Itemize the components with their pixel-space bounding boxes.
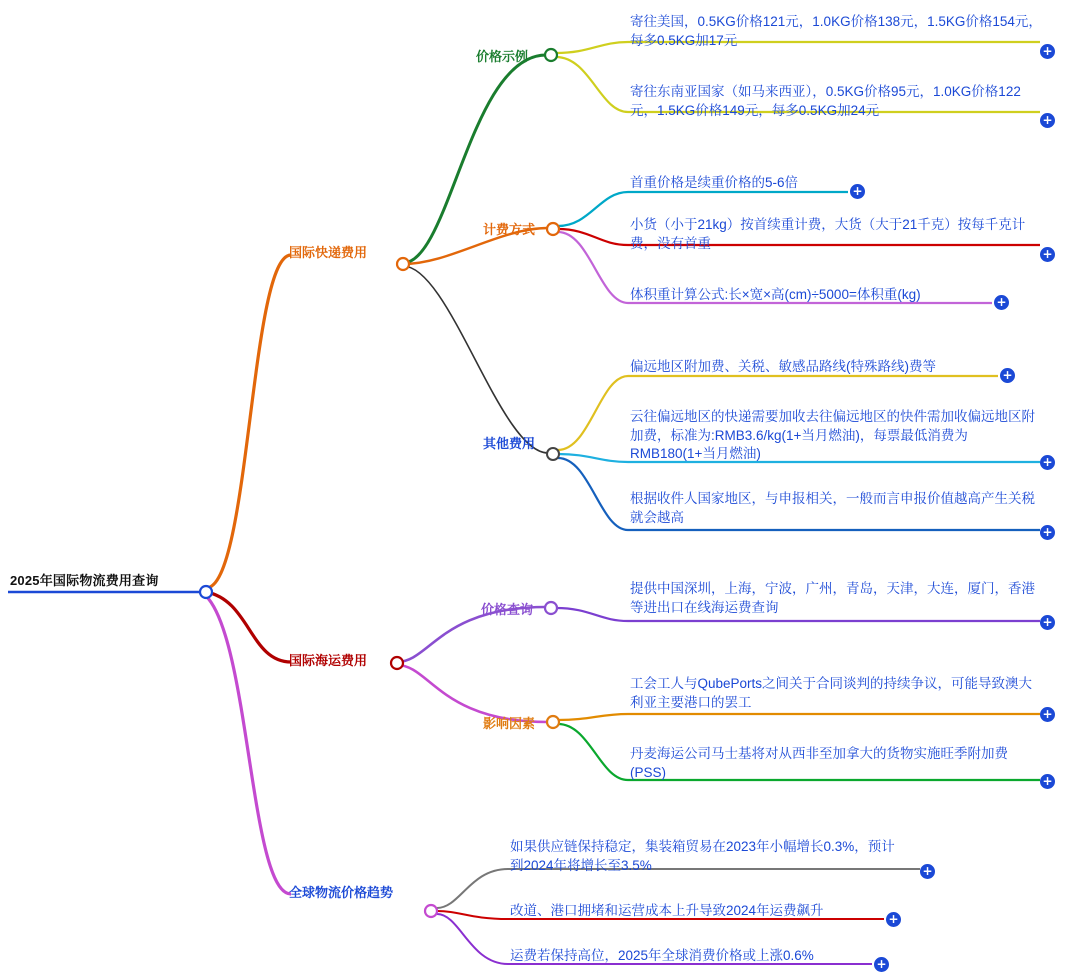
expand-button[interactable]: +	[920, 864, 935, 879]
expand-button[interactable]: +	[1000, 368, 1015, 383]
expand-button[interactable]: +	[1040, 525, 1055, 540]
expand-button[interactable]: +	[1040, 774, 1055, 789]
leaf-text[interactable]: 工会工人与QubePorts之间关于合同谈判的持续争议，可能导致澳大利亚主要港口的罢工	[630, 676, 1033, 710]
subbranch-label-price-examples[interactable]: 价格示例	[476, 49, 529, 64]
expand-button[interactable]: +	[1040, 455, 1055, 470]
leaf-text[interactable]: 寄往东南亚国家（如马来西亚），0.5KG价格95元，1.0KG价格122元，1.5KG价格149元，每多0.5KG加24元	[630, 84, 1021, 118]
expand-button[interactable]: +	[874, 957, 889, 972]
leaf-text[interactable]: 偏远地区附加费、关税、敏感品路线(特殊路线)费等	[630, 359, 936, 374]
leaf-text[interactable]: 根据收件人国家地区，与申报相关，一般而言申报价值越高产生关税就会越高	[630, 491, 1035, 525]
leaf-text[interactable]: 首重价格是续重价格的5-6倍	[630, 175, 799, 190]
expand-button[interactable]: +	[1040, 113, 1055, 128]
expand-button[interactable]: +	[850, 184, 865, 199]
leaf-text[interactable]: 体积重计算公式:长×宽×高(cm)÷5000=体积重(kg)	[630, 287, 921, 302]
expand-button[interactable]: +	[1040, 615, 1055, 630]
leaf-text[interactable]: 提供中国深圳，上海，宁波，广州，青岛，天津，大连，厦门，香港等进出口在线海运费查询	[630, 581, 1035, 615]
leaf-text[interactable]: 丹麦海运公司马士基将对从西非至加拿大的货物实施旺季附加费(PSS)	[630, 746, 1008, 780]
leaf-text[interactable]: 云往偏远地区的快递需要加收去往偏远地区的快件需加收偏远地区附加费，标准为:RMB3.6/kg(1+当月燃油)，每票最低消费为RMB180(1+当月燃油)	[630, 409, 1035, 462]
branch-label-international-express[interactable]: 国际快递费用	[289, 245, 368, 260]
branch-label-global-price-trend[interactable]: 全球物流价格趋势	[289, 885, 394, 900]
leaf-text[interactable]: 改道、港口拥堵和运营成本上升导致2024年运费飙升	[510, 903, 824, 918]
expand-button[interactable]: +	[1040, 707, 1055, 722]
subbranch-label-price-query[interactable]: 价格查询	[481, 602, 534, 617]
branch-label-ocean-freight[interactable]: 国际海运费用	[289, 653, 368, 668]
leaf-text[interactable]: 寄往美国，0.5KG价格121元，1.0KG价格138元，1.5KG价格154元，每多0.5KG加17元	[630, 14, 1042, 48]
leaf-text[interactable]: 小货（小于21kg）按首续重计费，大货（大于21千克）按每千克计费，没有首重	[630, 217, 1026, 251]
expand-button[interactable]: +	[994, 295, 1009, 310]
expand-button[interactable]: +	[886, 912, 901, 927]
leaf-text[interactable]: 运费若保持高位，2025年全球消费价格或上涨0.6%	[510, 948, 814, 963]
expand-button[interactable]: +	[1040, 44, 1055, 59]
expand-button[interactable]: +	[1040, 247, 1055, 262]
subbranch-label-influencing-factors[interactable]: 影响因素	[483, 716, 536, 731]
subbranch-label-other-fees[interactable]: 其他费用	[483, 436, 536, 451]
root-node-label[interactable]: 2025年国际物流费用查询	[10, 573, 159, 588]
subbranch-label-billing-method[interactable]: 计费方式	[483, 222, 536, 237]
leaf-text[interactable]: 如果供应链保持稳定，集装箱贸易在2023年小幅增长0.3%，预计到2024年将增长至3.5%	[510, 839, 895, 873]
